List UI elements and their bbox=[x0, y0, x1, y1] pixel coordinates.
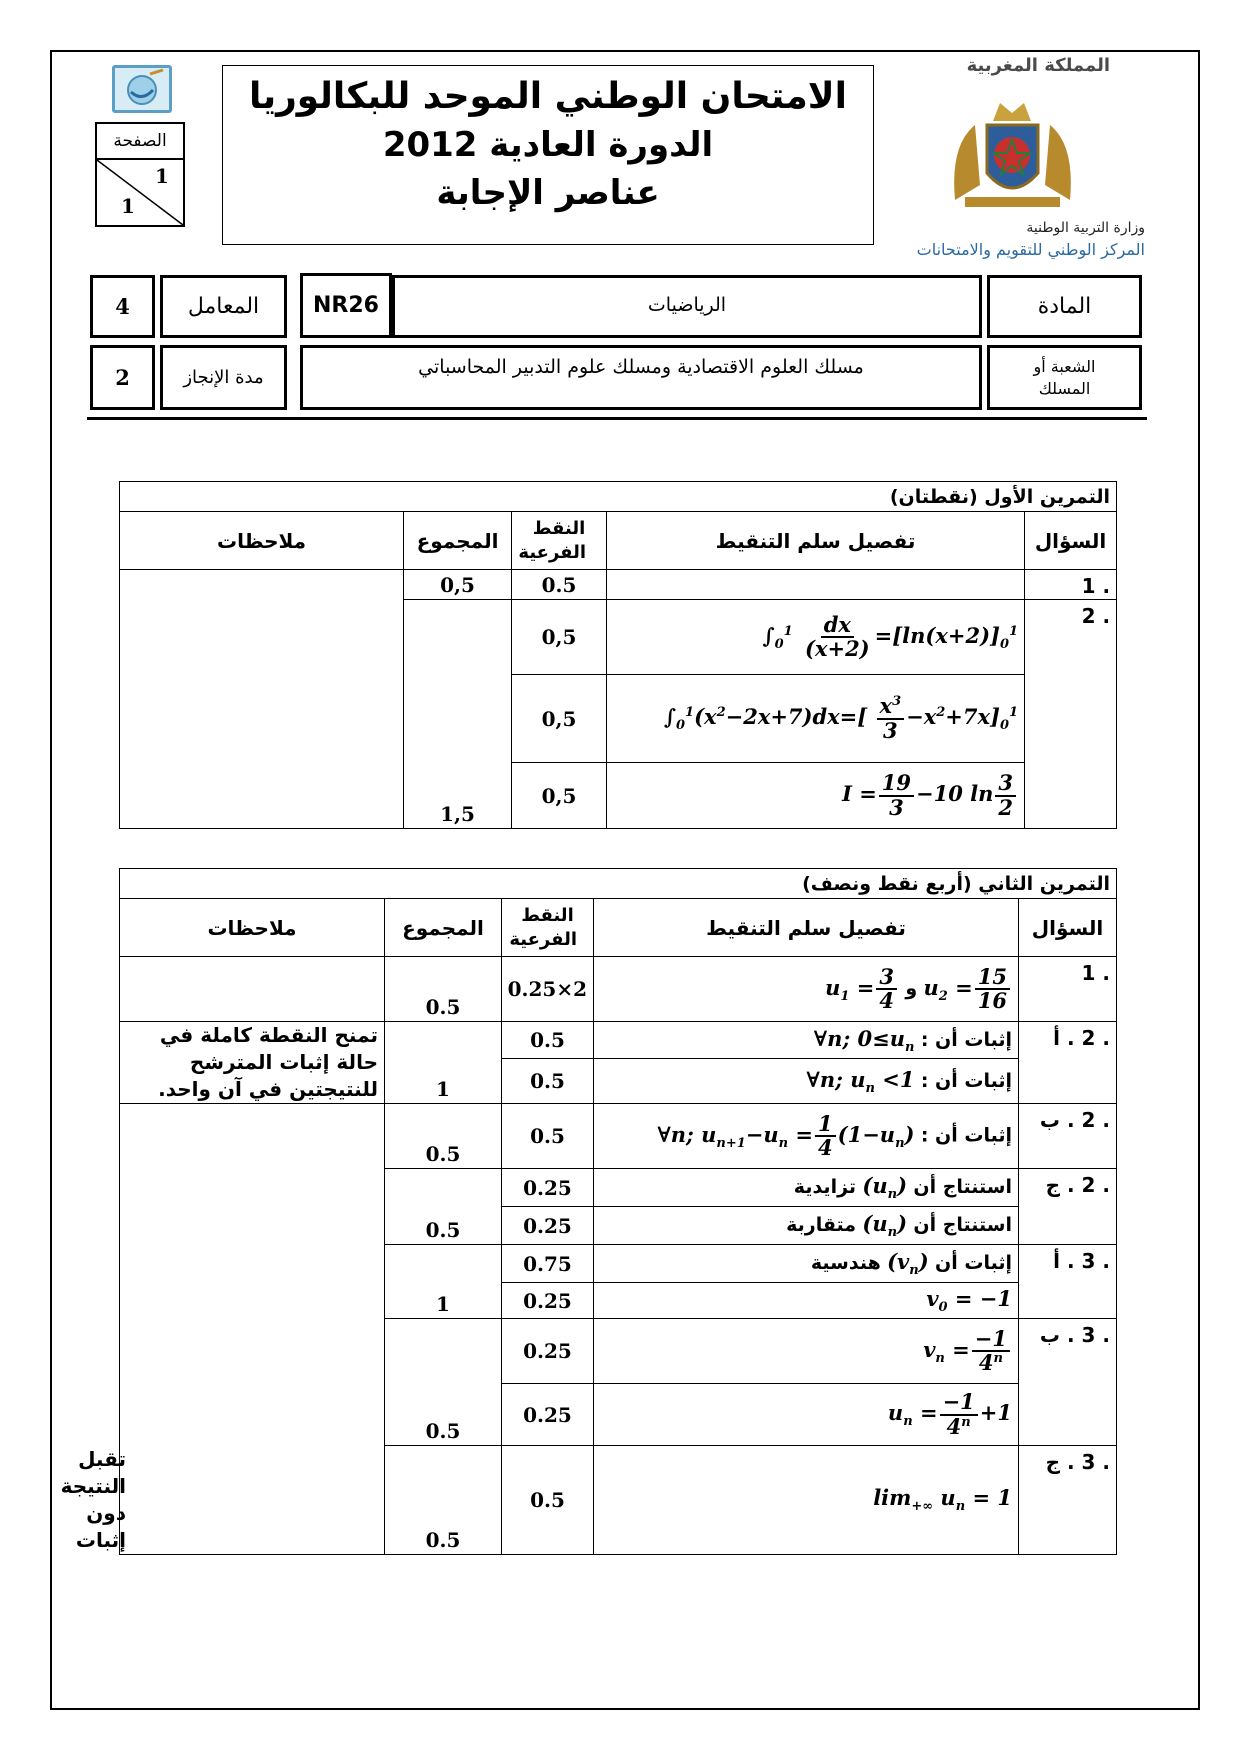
col-question-2: السؤال bbox=[1019, 899, 1117, 957]
ministry-name: وزارة التربية الوطنية bbox=[1026, 220, 1145, 236]
ex2-q3c-sub: 0.5 bbox=[502, 1446, 594, 1555]
ex1-formula-poly: $\int_0^1(x^2-2x+7)dx=$[ $\frac{x^3}{3}$ $-x^2+7x]_0^1$ bbox=[607, 675, 1025, 763]
evaluation-center-name: المركز الوطني للتقويم والامتحانات bbox=[916, 240, 1145, 259]
ex1-q2-total: 1,5 bbox=[404, 600, 512, 829]
ex2-q2a-sub1: 0.5 bbox=[502, 1022, 594, 1059]
ex2-q1-detail: $u_2$ = $\frac{15}{16}$ و $u_1$ = $\frac{3}{4}$ bbox=[594, 957, 1019, 1022]
ex2-q2c-sub2: 0.25 bbox=[502, 1207, 594, 1245]
exam-title-box bbox=[222, 65, 874, 245]
ex2-q3b-detail2: $u_n$ = $\frac{-1}{4^n}$ +1 bbox=[594, 1384, 1019, 1446]
subject-value: الرياضيات bbox=[392, 275, 982, 338]
ex2-q2c-detail1: استنتاج أن $(u_n)$ تزايدية bbox=[594, 1169, 1019, 1207]
title-answers: عناصر الإجابة bbox=[436, 173, 660, 213]
duration-label: مدة الإنجاز bbox=[160, 345, 287, 410]
exercise-1-table bbox=[119, 481, 1117, 829]
ex2-q1: . 1 bbox=[1019, 957, 1117, 1022]
ex1-q2-sub2: 0,5 bbox=[512, 675, 607, 763]
col-sub-points: النقط الفرعية bbox=[512, 512, 607, 570]
ex2-q2c: . 2 . ج bbox=[1019, 1169, 1117, 1245]
ex2-q3b-detail1: $v_n$ = $\frac{-1}{4^n}$ bbox=[594, 1319, 1019, 1384]
ex2-q1-notes bbox=[120, 957, 385, 1022]
col-total-2: المجموع bbox=[385, 899, 502, 957]
page-current: 1 bbox=[155, 164, 169, 188]
ex2-q1-total: 0.5 bbox=[385, 957, 502, 1022]
kingdom-name: المملكة المغربية bbox=[966, 55, 1110, 76]
ex2-q2a-detail1: إثبات أن : ∀n; $0\le u_n$ bbox=[594, 1022, 1019, 1059]
ex1-q1-total: 0,5 bbox=[404, 570, 512, 600]
ex1-notes bbox=[120, 570, 404, 829]
branch-label: الشعبة أو المسلك bbox=[987, 345, 1142, 410]
coefficient-label: المعامل bbox=[160, 275, 287, 338]
ex2-q2c-detail2: استنتاج أن $(u_n)$ متقاربة bbox=[594, 1207, 1019, 1245]
ex2-q2a-detail2: إثبات أن : ∀n; $u_n <1$ bbox=[594, 1059, 1019, 1104]
page-number-box bbox=[95, 122, 185, 227]
page-divider-diagonal bbox=[97, 160, 183, 225]
ex2-and: و bbox=[905, 977, 918, 1000]
subject-label: المادة bbox=[987, 275, 1142, 338]
ex2-q3a: . 3 . أ bbox=[1019, 1245, 1117, 1319]
col-detail-2: تفصيل سلم التنقيط bbox=[594, 899, 1019, 957]
col-detail: تفصيل سلم التنقيط bbox=[607, 512, 1025, 570]
ex2-q2b-detail: إثبات أن : ∀n; $u_{n+1}-u_n$ = $\frac{1}{4}$ $(1-u_n)$ bbox=[594, 1104, 1019, 1169]
col-question: السؤال bbox=[1025, 512, 1117, 570]
ex1-q2-sub3: 0,5 bbox=[512, 763, 607, 829]
ex2-q2a-note: تمنح النقطة كاملة في حالة إثبات المترشح للنتيجتين في آن واحد. bbox=[120, 1022, 385, 1104]
ex2-q2c-total: 0.5 bbox=[385, 1169, 502, 1245]
ex2-q3b-sub1: 0.25 bbox=[502, 1319, 594, 1384]
ex2-q2b: . 2 . ب bbox=[1019, 1104, 1117, 1169]
col-notes: ملاحظات bbox=[120, 512, 404, 570]
ex2-q3c: . 3 . ج bbox=[1019, 1446, 1117, 1555]
ex1-formula-ln: $\int_0^1$ $\frac{dx}{(x+2)}$ $=[\ln(x+2)]_0^1$ bbox=[607, 600, 1025, 675]
exercise-2-table: التمرين الثاني (أربع نقط ونصف) السؤال تفصيل سلم التنقيط النقط الفرعية المجموع ملاحظات . 1 $u_2$ = $\frac{15}{16}$ و $u_1$ = $\frac{3}{4}$ 2×0.25 0.5 . 2 . أ إثبات أن : ∀n; $0\le u_n$ 0.5 1 تمنح النقطة كاملة في حالة إثبات المترشح للنتيجتين في آن واحد. إثبات أن : ∀n; $u_n <1$ 0.5 . 2 . ب إثبات أن : ∀n; $u_{n+1}-u_n$ = $\frac{1}{4}$ $(1-u_n)$ 0.5 0.5 . 2 . ج استنتاج أن $(u_n)$ تزايدية 0.25 0.5 استنتاج أن $(u_n)$ متقاربة 0.25 . 3 . أ إثبات أن $(v_n)$ هندسية 0.75 1 $v_0 = -1$ 0.25 . 3 . ب $v_n$ = $\frac{-1}{4^n}$ 0.25 0.5 $u_n$ = $\frac{-1}{4^n}$ +1 0.25 . 3 . ج $\lim_{+\infty} u_n = 1$ 0.5 0.5 تقبل النتيجة دون إثبات bbox=[119, 868, 1117, 1555]
ex2-q3a-sub2: 0.25 bbox=[502, 1283, 594, 1319]
ex2-q2b-sub: 0.5 bbox=[502, 1104, 594, 1169]
ex1-q1: . 1 bbox=[1025, 570, 1117, 600]
ex2-q2c-sub1: 0.25 bbox=[502, 1169, 594, 1207]
ex1-formula-result: I = $\frac{19}{3}$ −10 ln $\frac{3}{2}$ bbox=[607, 763, 1025, 829]
ex1-q2: . 2 bbox=[1025, 600, 1117, 829]
col-sub-points-2: النقط الفرعية bbox=[502, 899, 594, 957]
title-session: الدورة العادية 2012 bbox=[382, 125, 714, 165]
ex2-q3b-total: 0.5 bbox=[385, 1319, 502, 1446]
subject-code: NR26 bbox=[300, 273, 392, 338]
royal-emblem-icon bbox=[945, 85, 1080, 215]
ex2-q2a-sub2: 0.5 bbox=[502, 1059, 594, 1104]
ex1-q1-detail bbox=[607, 570, 1025, 600]
exam-center-logo-icon bbox=[112, 65, 172, 113]
exercise-2-title: التمرين الثاني (أربع نقط ونصف) bbox=[120, 869, 1117, 899]
header-separator bbox=[87, 417, 1147, 420]
title-exam: الامتحان الوطني الموحد للبكالوريا bbox=[249, 76, 847, 117]
exercise-1-title: التمرين الأول (نقطتان) bbox=[120, 482, 1117, 512]
duration-value: 2 bbox=[90, 345, 155, 410]
coefficient-value: 4 bbox=[90, 275, 155, 338]
ex2-notes-blank bbox=[120, 1104, 385, 1555]
branch-value: مسلك العلوم الاقتصادية ومسلك علوم التدبير المحاسباتي bbox=[300, 345, 982, 410]
ex2-q2a: . 2 . أ bbox=[1019, 1022, 1117, 1104]
ex2-q2a-total: 1 bbox=[385, 1022, 502, 1104]
ex2-q3a-total: 1 bbox=[385, 1245, 502, 1319]
ex2-q3a-detail1: إثبات أن $(v_n)$ هندسية bbox=[594, 1245, 1019, 1283]
ex2-q3b-sub2: 0.25 bbox=[502, 1384, 594, 1446]
ex2-q2b-total: 0.5 bbox=[385, 1104, 502, 1169]
page-total: 1 bbox=[121, 194, 135, 218]
ex2-q3c-detail: $\lim_{+\infty} u_n = 1$ bbox=[594, 1446, 1019, 1555]
col-notes-2: ملاحظات bbox=[120, 899, 385, 957]
ex2-q3a-sub1: 0.75 bbox=[502, 1245, 594, 1283]
col-total: المجموع bbox=[404, 512, 512, 570]
page-label: الصفحة bbox=[97, 124, 183, 160]
ex2-q1-sub: 2×0.25 bbox=[502, 957, 594, 1022]
ex2-q3a-detail2: $v_0 = -1$ bbox=[594, 1283, 1019, 1319]
ex1-q2-sub1: 0,5 bbox=[512, 600, 607, 675]
ex1-q1-sub: 0.5 bbox=[512, 570, 607, 600]
ex2-q3b: . 3 . ب bbox=[1019, 1319, 1117, 1446]
ex2-q3c-total: 0.5 bbox=[385, 1446, 502, 1555]
